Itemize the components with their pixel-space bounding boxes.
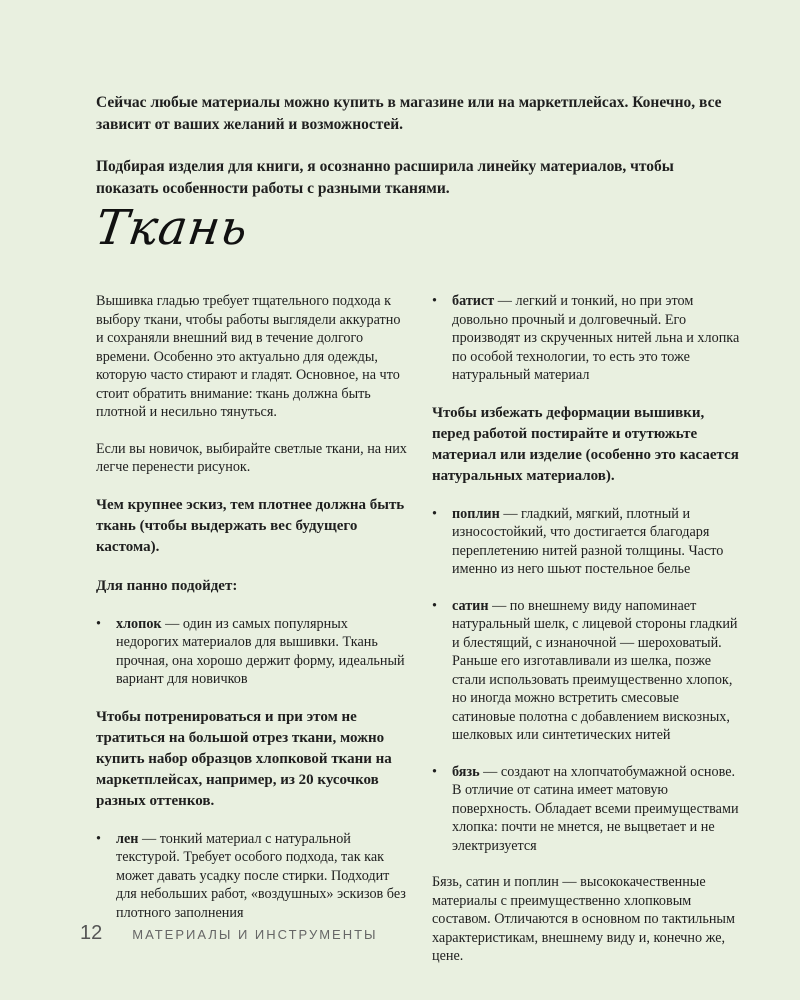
left-column [96, 292, 408, 940]
running-head: МАТЕРИАЛЫ И ИНСТРУМЕНТЫ [132, 927, 378, 942]
list-item [432, 597, 744, 745]
term-satin-description: — по внешнему виду напоминает натуральный шелк, с лицевой стороны гладкий и блестящий, с изнаночной — шероховатый. Раньше его изготавливали из шелка, позже стали использовать преимущественно хлопок, но иногда можно встретить смесовые сатиновые полотна с добавлением вискозных, шелковых или синтетических нитей [452, 597, 738, 743]
list-item [96, 615, 408, 689]
term-calico: бязь [452, 763, 480, 780]
term-poplin: поплин [452, 505, 500, 522]
term-linen-description: — тонкий материал с натуральной текстурой. Требует особого подхода, так как может давать усадку после стирки. Подходит для небольших работ, «воздушных» эскизов без плотного заполнения [116, 830, 406, 921]
list-item [96, 830, 408, 923]
fabric-list [96, 830, 408, 923]
term-cotton: хлопок [116, 615, 162, 632]
term-satin: сатин [452, 597, 489, 614]
bullet-icon: • [96, 830, 101, 847]
intro-paragraph-2: Подбирая изделия для книги, я осознанно расширила линейку материалов, чтобы показать особенности работы с разными тканями. [96, 158, 674, 197]
bullet-icon: • [96, 615, 101, 632]
fabric-list [432, 505, 744, 856]
intro-paragraph-1: Сейчас любые материалы можно купить в магазине или на маркетплейсах. Конечно, все зависит от ваших желаний и возможностей. [96, 94, 722, 133]
paragraph-panel-heading: Для панно подойдет: [96, 577, 238, 594]
paragraph-wash-tip: Чтобы избежать деформации вышивки, перед работой постирайте и отутюжьте материал или изделие (особенно это касается натуральных материалов). [432, 404, 739, 484]
bullet-icon: • [432, 505, 437, 522]
paragraph-beginner-tip: Если вы новичок, выбирайте светлые ткани, на них легче перенести рисунок. [96, 440, 407, 475]
bullet-icon: • [432, 597, 437, 614]
fabric-list [432, 292, 744, 385]
term-batiste: батист [452, 293, 495, 309]
paragraph-fabric-choice: Вышивка гладью требует тщательного подхода к выбору ткани, чтобы работы выглядели аккуратно и сохраняли внешний вид в течение долгого времени. Особенно это актуально для одежды, которую часто стирают и гладят. Основное, на что стоит обратить внимание: ткань должна быть плотной и несильно тянуться. [96, 293, 401, 420]
paragraph-summary: Бязь, сатин и поплин — высококачественные материалы с преимущественно хлопковым составом. Отличаются в основном по тактильным характеристикам, внешнему виду и, конечно же, цене. [432, 874, 735, 964]
page-footer [80, 922, 378, 945]
paragraph-sample-tip: Чтобы потренироваться и при этом не тратиться на большой отрез ткани, можно купить набор образцов хлопковой ткани на маркетплейсах, например, из 20 кусочков разных оттенков. [96, 708, 392, 809]
term-calico-description: — создают на хлопчатобумажной основе. В отличие от сатина имеет матовую поверхность. Обладает всеми преимуществами хлопка: почти не мнется, не выцветает и не электризуется [452, 763, 739, 854]
term-batiste-description: — легкий и тонкий, но при этом довольно прочный и долговечный. Его производят из скрученных нитей льна и хлопка по особой технологии, то есть это тоже натуральный материал [452, 293, 740, 383]
fabric-list [96, 615, 408, 689]
section-title: Ткань [92, 200, 252, 256]
bullet-icon: • [432, 763, 437, 780]
page-number: 12 [80, 922, 103, 944]
term-cotton-description: — один из самых популярных недорогих материалов для вышивки. Ткань прочная, она хорошо держит форму, идеальный вариант для новичков [116, 615, 405, 687]
term-linen: лен [116, 830, 139, 847]
list-item [432, 763, 744, 856]
right-column [432, 292, 744, 984]
paragraph-density-tip: Чем крупнее эскиз, тем плотнее должна быть ткань (чтобы выдержать вес будущего кастома). [96, 496, 405, 555]
list-item [432, 505, 744, 579]
bullet-icon: • [432, 293, 437, 309]
list-item [432, 292, 744, 385]
term-poplin-description: — гладкий, мягкий, плотный и износостойкий, что достигается благодаря переплетению нитей разной толщины. Часто именно из него шьют постельное белье [452, 505, 724, 577]
